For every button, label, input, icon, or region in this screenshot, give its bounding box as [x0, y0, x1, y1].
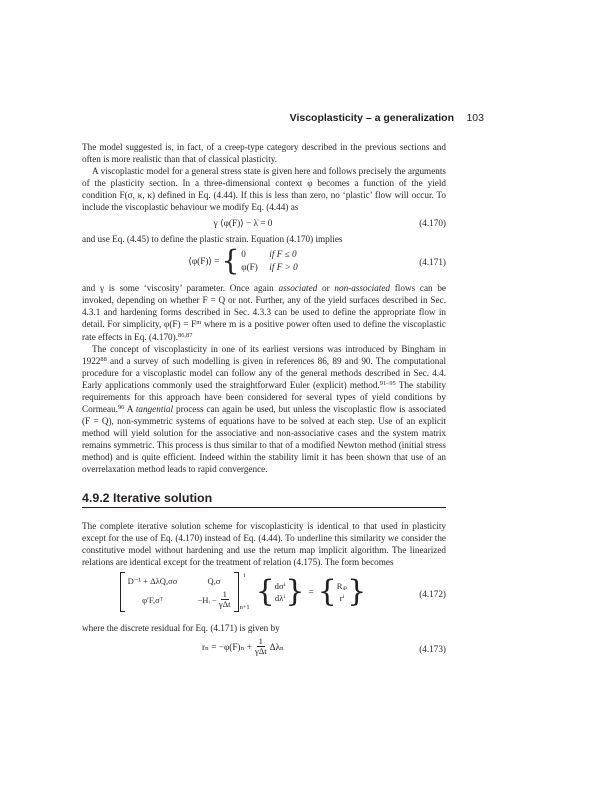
left-brace-icon: { [317, 574, 337, 610]
running-header [82, 112, 484, 126]
paragraph-4 [82, 282, 446, 342]
paragraph-1: The model suggested is, in fact, of a creep-type category described in the previous sections and often is more realistic than that of classical plasticity. [82, 142, 446, 165]
paragraph-7: where the discrete residual for Eq. (4.171) is given by [82, 623, 280, 634]
cases [241, 248, 297, 274]
running-title: Viscoplasticity – a generalization [289, 112, 454, 124]
equation-lhs: ⟨φ(F)⟩ = [188, 256, 220, 267]
matrix-m11: D⁻¹ + ΔλQ,σσ [127, 576, 178, 587]
matrix-m12: Q,σ [207, 576, 221, 587]
paragraph-3: and use Eq. (4.45) to define the plastic strain. Equation (4.170) implies [82, 234, 343, 245]
case-2-value: φ(F) [241, 262, 258, 273]
matrix-m22-denominator: γΔt [218, 599, 231, 610]
vector-v2: dλⁱ [274, 593, 286, 604]
p5-text-a: The concept of viscoplasticity in one of its earliest versions was introduced by Bingham in 1922 [82, 343, 446, 366]
case-1-condition: if F ≤ 0 [269, 249, 297, 260]
p4-text-a: and γ is some ‘viscosity’ parameter. Once again [82, 283, 279, 294]
case-1-value: 0 [241, 249, 246, 260]
paragraph-6: The complete iterative solution scheme for viscoplasticity is identical to that used in plasticity except for the use of Eq. (4.170) instead of Eq. (4.44). To underline this similarity we consider the constitutive model without hardening and use the return map implicit algorithm. The linearized relations are identical except for the treatment of relation (4.175). The form becomes [82, 521, 446, 568]
p4-text-d: where m is a positive power often used to define the viscoplastic rate effects in Eq. (4.170). [82, 319, 446, 342]
matrix-m22-numerator: 1 [222, 589, 227, 600]
equation-4-172 [82, 570, 446, 620]
page-number: 103 [466, 112, 484, 124]
page-body [82, 141, 446, 663]
p5-text-c: The stability requirements for this approach have been considered for several types of yield conditions by Cormeau. [82, 379, 446, 414]
equation-4-173 [82, 637, 446, 663]
equation-number: (4.172) [419, 589, 446, 600]
matrix-m21: φ′F,σᵀ [142, 594, 163, 605]
paragraph-5 [82, 343, 446, 476]
right-brace-icon: } [285, 574, 305, 610]
p5-citation-3: 96 [117, 403, 125, 411]
right-brace-icon: } [347, 574, 367, 610]
matrix-subscript: n+1 [239, 604, 250, 612]
left-brace-icon: { [255, 574, 275, 610]
p4-emphasis-associated: associated [278, 283, 318, 294]
fraction-denominator: γΔt [254, 646, 267, 657]
section-heading: 4.9.2 Iterative solution [82, 492, 446, 508]
residual-r1: Rᵢₚ [336, 581, 348, 592]
fraction-numerator: 1 [258, 636, 263, 647]
equation-number: (4.170) [419, 218, 446, 229]
equation-expression: γ ⟨φ(F)⟩ − λ̇ = 0 [213, 218, 273, 229]
system-matrix [120, 570, 250, 614]
p5-emphasis-tangential: tangential [135, 403, 174, 414]
equation-number: (4.171) [419, 257, 446, 268]
right-bracket-icon [234, 572, 239, 612]
p4-text-c: flows can be invoked, depending on whether F = Q or not. Further, any of the yield surfaces described in Sec. 4.3.1 and hardening forms described in Sec. 4.3.3 can be used to define the appropriate flow in detail. For simplicity, φ(F) = F [82, 283, 447, 330]
p5-citation-1: 88 [100, 355, 107, 363]
equals-sign: = [308, 587, 314, 598]
p4-text-b: or [317, 283, 335, 294]
equation-rhs: Δλₙ [269, 641, 285, 652]
matrix-m22: −Hᵢ − [197, 594, 217, 605]
residual-r2: rⁱ [339, 593, 345, 604]
p4-superscript-m: m [196, 319, 202, 327]
left-brace-icon: { [221, 244, 240, 278]
equation-lhs: rₙ = −φ(F)ₙ + [201, 641, 252, 652]
p4-citation: 86,87 [178, 331, 193, 339]
equation-4-170 [82, 216, 446, 231]
equation-4-171 [82, 244, 446, 279]
p4-emphasis-non-associated: non-associated [334, 283, 391, 294]
p5-citation-2: 91–95 [379, 379, 396, 387]
equation-number: (4.173) [419, 644, 446, 655]
p5-text-e: process can again be used, but unless the viscoplastic flow is associated (F = Q), non-symmetric systems of equations have to be solved at each step. Use of an explicit method will yield solution for the associative and non-associative cases and the system matrix remains symmetric. This process is thus similar to that of a modified Newton method (initial stress method) and is quite efficient. Indeed within the stability limit it has been shown that use of an overrelaxation method leads to rapid convergence. [82, 403, 446, 475]
p5-text-d: A [124, 403, 136, 414]
p5-text-b: and a survey of such modelling is given in references 86, 89 and 90. The computational procedure for a viscoplastic model can follow any of the general methods described in Sec. 4.4. Early applications commonly used the straightforward Euler (explicit) method. [82, 355, 446, 390]
paragraph-2: A viscoplastic model for a general stress state is given here and follows precisely the arguments of the plasticity section. In a three-dimensional context φ becomes a function of the yield condition F(σ, κ, κ) defined in Eq. (4.44). If this is less than zero, no ‘plastic’ flow will occur. To include the viscoplastic behaviour we modify Eq. (4.44) as [82, 166, 446, 213]
case-2-condition: if F > 0 [269, 262, 298, 273]
vector-v1: dσⁱ [274, 581, 286, 592]
matrix-superscript: i [243, 572, 246, 580]
